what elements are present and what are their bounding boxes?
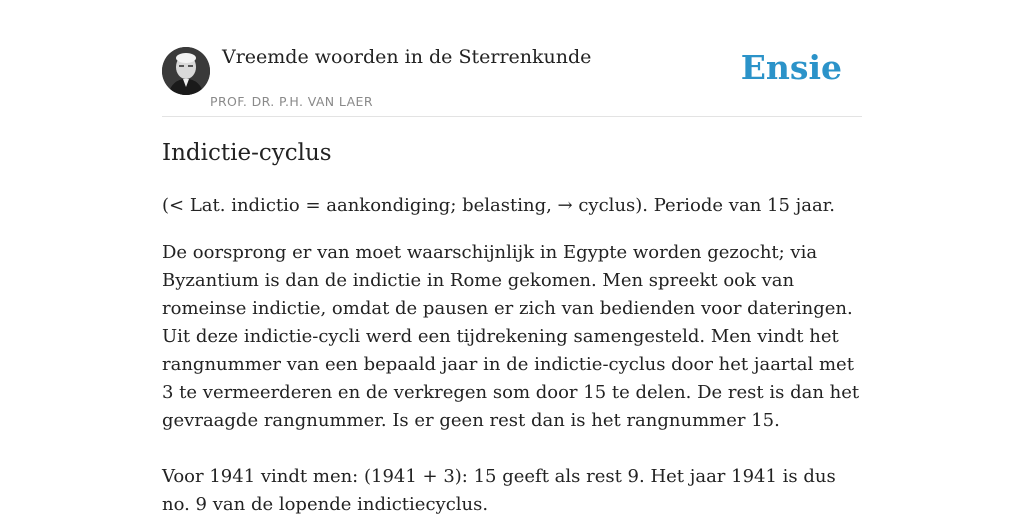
ensie-logo[interactable]: Ensie bbox=[740, 48, 842, 87]
author-name[interactable]: PROF. DR. P.H. VAN LAER bbox=[210, 94, 373, 109]
entry-paragraph: De oorsprong er van moet waarschijnlijk in Egypte worden gezocht; via Byzantium is dan de indictie in Rome gekomen. Men spreekt ook van romeinse indictie, omdat de pausen er zich van bedienden voor dateringen. Uit deze indictie-cycli werd een tijdrekening samengesteld. Men vindt het rangnummer van een bepaald jaar in de indictie-cyclus door het jaartal met 3 te vermeerderen en de verkregen som door 15 te delen. De rest is dan het gevraagde rangnummer. Is er geen rest dan is het rangnummer 15. bbox=[162, 242, 860, 431]
author-portrait-icon bbox=[162, 47, 210, 95]
author-avatar[interactable] bbox=[162, 47, 210, 95]
entry-definition: (< Lat. indictio = aankondiging; belasting, → cyclus). Periode van 15 jaar. bbox=[162, 195, 836, 216]
entry-title: Indictie-cyclus bbox=[162, 140, 332, 166]
page-header bbox=[162, 44, 862, 117]
book-title[interactable]: Vreemde woorden in de Sterrenkunde bbox=[222, 46, 592, 68]
entry-example: Voor 1941 vindt men: (1941 + 3): 15 geeft als rest 9. Het jaar 1941 is dus no. 9 van de lopende indictiecyclus. bbox=[162, 466, 836, 515]
